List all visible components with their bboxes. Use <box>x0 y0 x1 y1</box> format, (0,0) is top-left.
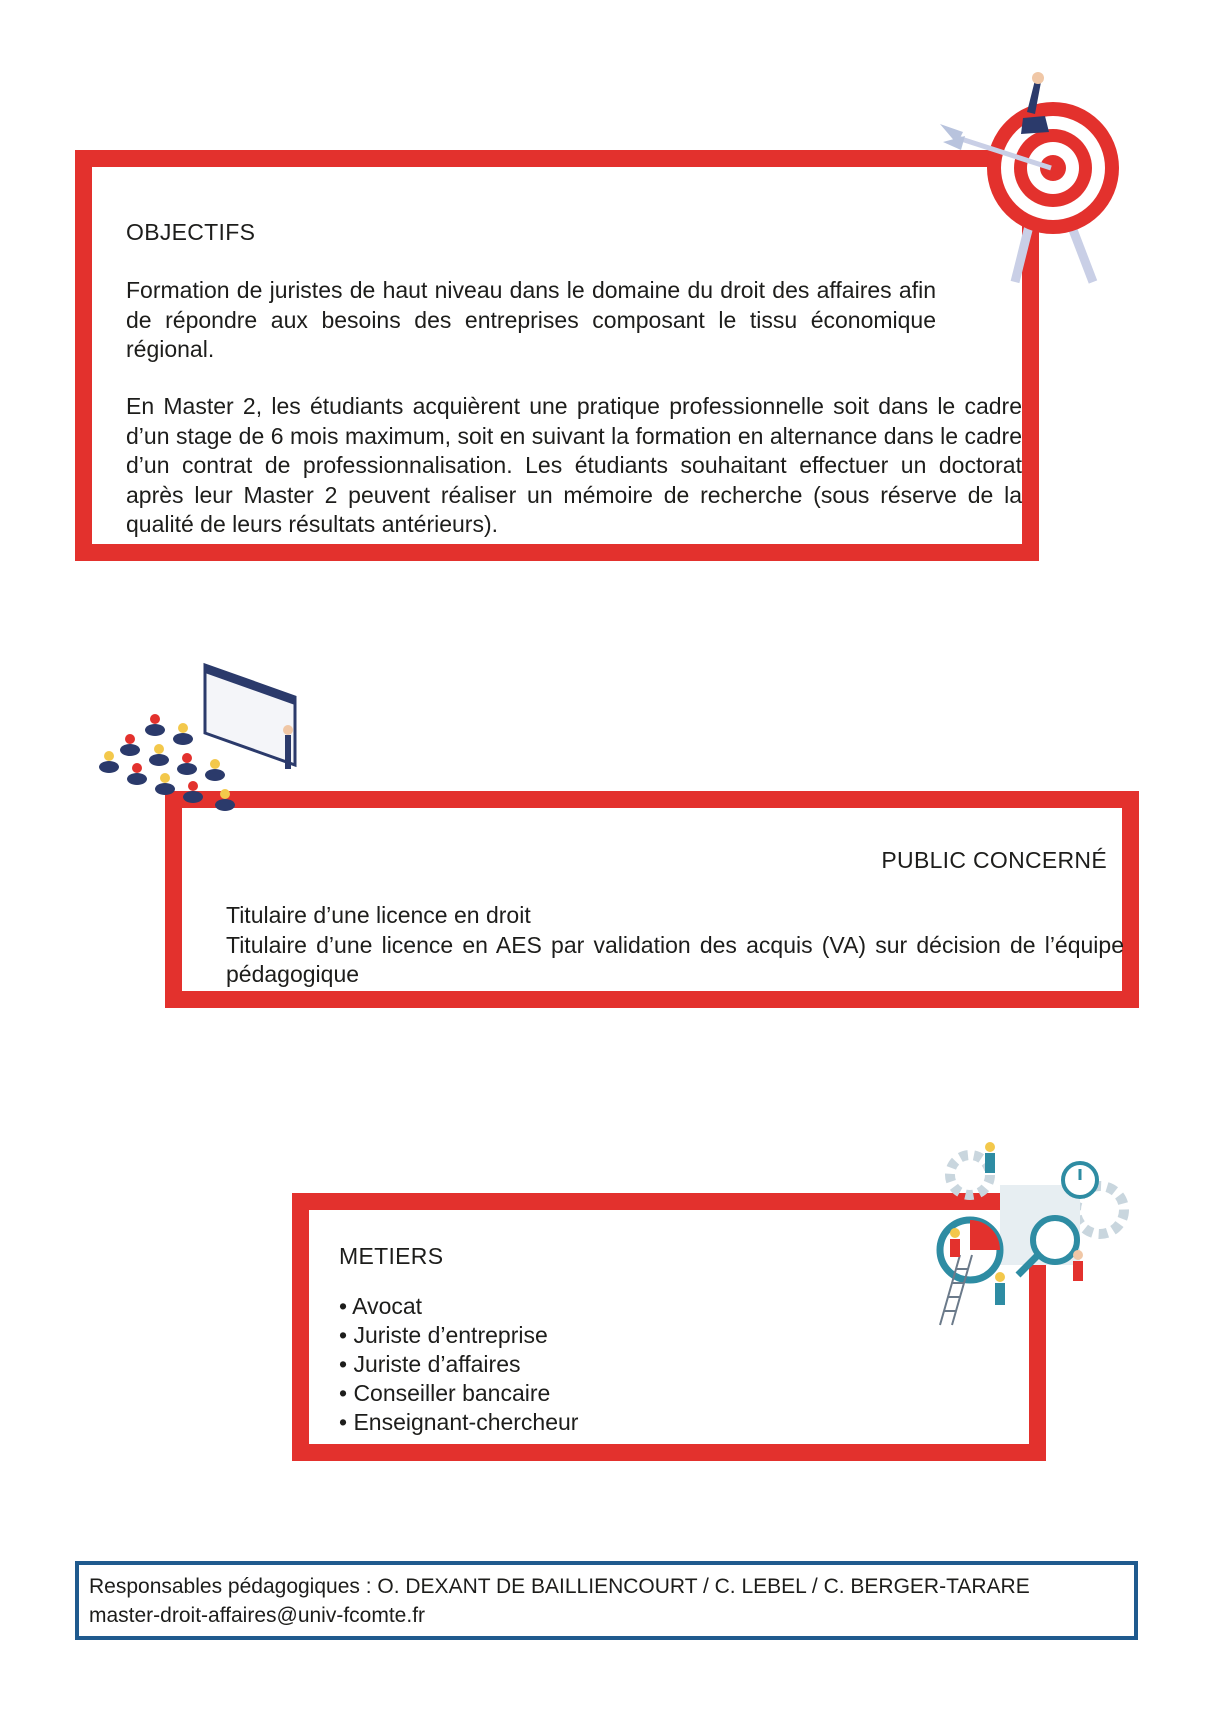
list-item: • Conseiller bancaire <box>339 1380 551 1406</box>
public-heading: PUBLIC CONCERNÉ <box>881 847 1107 873</box>
objectifs-section <box>75 150 1039 561</box>
public-list <box>226 901 1124 990</box>
public-line-1: Titulaire d’une licence en droit <box>226 902 531 928</box>
responsables-text: Responsables pédagogiques : O. DEXANT DE BAILLIENCOURT / C. LEBEL / C. BERGER-TARARE <box>89 1575 1030 1598</box>
footer-contact <box>75 1561 1138 1640</box>
list-item: • Juriste d’affaires <box>339 1351 521 1377</box>
list-item: • Enseignant-chercheur <box>339 1409 579 1435</box>
classroom-presentation-icon <box>95 655 325 855</box>
list-item: • Avocat <box>339 1293 423 1319</box>
objectifs-paragraph-1: Formation de juristes de haut niveau dans le domaine du droit des affaires afin de répondre aux besoins des entreprises composant le tissu économique régional. <box>126 277 936 362</box>
metiers-list <box>339 1292 578 1437</box>
team-analytics-icon <box>920 1135 1140 1335</box>
email-text: master-droit-affaires@univ-fcomte.fr <box>89 1604 426 1627</box>
metiers-heading: METIERS <box>339 1243 444 1269</box>
public-line-2: Titulaire d’une licence en AES par validation des acquis (VA) sur décision de l’équipe pédagogique <box>226 931 1124 987</box>
list-item: • Juriste d’entreprise <box>339 1322 548 1348</box>
objectifs-heading: OBJECTIFS <box>126 219 256 245</box>
target-with-arrow-icon <box>935 72 1135 292</box>
objectifs-paragraph-2: En Master 2, les étudiants acquièrent une pratique professionnelle soit dans le cadre d’un stage de 6 mois maximum, soit en suivant la formation en alternance dans le cadre d’un contrat de professionnalisation. Les étudiants souhaitant effectuer un doctorat après leur Master 2 peuvent réaliser un mémoire de recherche (sous réserve de la qualité de leurs résultats antérieurs). <box>126 393 1022 537</box>
